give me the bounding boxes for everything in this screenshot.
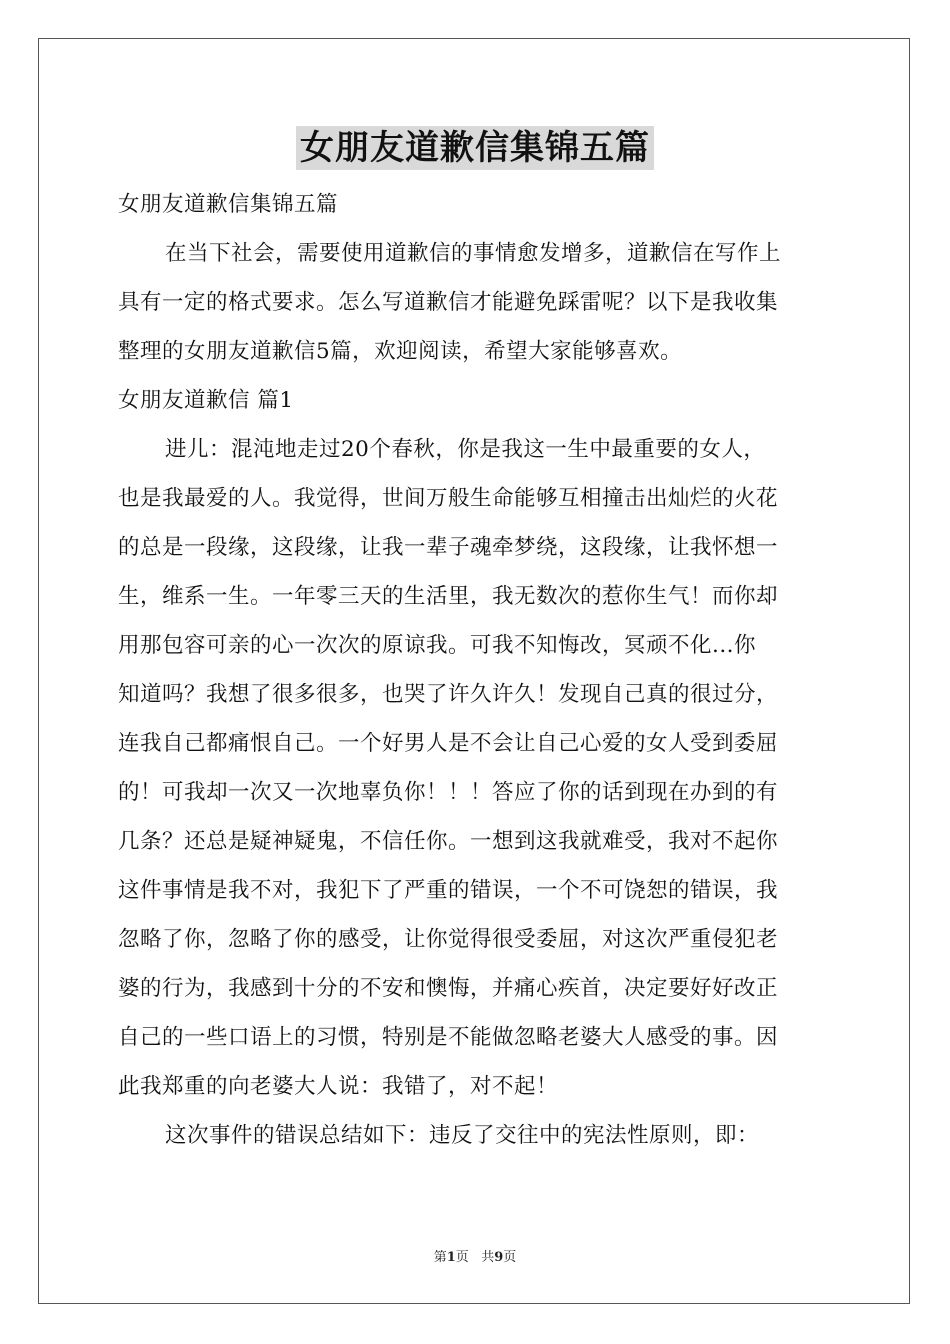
text-line: 自己的一些口语上的习惯，特别是不能做忽略老婆大人感受的事。因 (118, 1025, 779, 1050)
footer-page-prefix: 第 (433, 1250, 447, 1265)
text-line: 几条？还总是疑神疑鬼，不信任你。一想到这我就难受，我对不起你 (118, 829, 779, 854)
text-line: 用那包容可亲的心一次次的原谅我。可我不知悔改，冥顽不化...你 (118, 633, 757, 658)
text-line: 此我郑重的向老婆大人说：我错了，对不起！ (118, 1074, 559, 1099)
text-line: 进儿：混沌地走过20个春秋，你是我这一生中最重要的女人， (165, 437, 766, 462)
document-body (118, 180, 834, 1160)
text-line: 的总是一段缘，这段缘，让我一辈子魂牵梦绕，这段缘，让我怀想一 (118, 535, 779, 560)
title-container (0, 126, 950, 170)
text-line: 这件事情是我不对，我犯下了严重的错误，一个不可饶恕的错误，我 (118, 878, 779, 903)
text-line: 婆的行为，我感到十分的不安和懊悔，并痛心疾首，决定要好好改正 (118, 976, 779, 1001)
footer-total-unit: 页 (503, 1250, 517, 1265)
text-line: 忽略了你，忽略了你的感受，让你觉得很受委屈，对这次严重侵犯老 (118, 927, 779, 952)
page-footer (0, 1246, 950, 1265)
text-line: 也是我最爱的人。我觉得，世间万般生命能够互相撞击出灿烂的火花 (118, 486, 779, 511)
text-line: 知道吗？我想了很多很多，也哭了许久许久！发现自己真的很过分， (118, 682, 779, 707)
footer-page-unit: 页 (455, 1250, 469, 1265)
text-line: 女朋友道歉信集锦五篇 (118, 192, 339, 217)
footer-page-number: 1 (446, 1250, 456, 1265)
text-line: 这次事件的错误总结如下：违反了交往中的宪法性原则，即： (165, 1123, 760, 1148)
text-line: 生，维系一生。一年零三天的生活里，我无数次的惹你生气！而你却 (118, 584, 779, 609)
footer-total-prefix: 共 (481, 1250, 495, 1265)
text-line: 连我自己都痛恨自己。一个好男人是不会让自己心爱的女人受到委屈 (118, 731, 779, 756)
footer-total-pages: 9 (494, 1250, 504, 1265)
text-line: 的！可我却一次又一次地辜负你！！！答应了你的话到现在办到的有 (118, 780, 779, 805)
text-line: 女朋友道歉信 篇1 (118, 388, 294, 413)
document-title: 女朋友道歉信集锦五篇 (296, 126, 654, 170)
text-line: 具有一定的格式要求。怎么写道歉信才能避免踩雷呢？以下是我收集 (118, 290, 779, 315)
text-line: 整理的女朋友道歉信5篇，欢迎阅读，希望大家能够喜欢。 (118, 339, 683, 364)
text-line: 在当下社会，需要使用道歉信的事情愈发增多，道歉信在写作上 (165, 241, 782, 266)
